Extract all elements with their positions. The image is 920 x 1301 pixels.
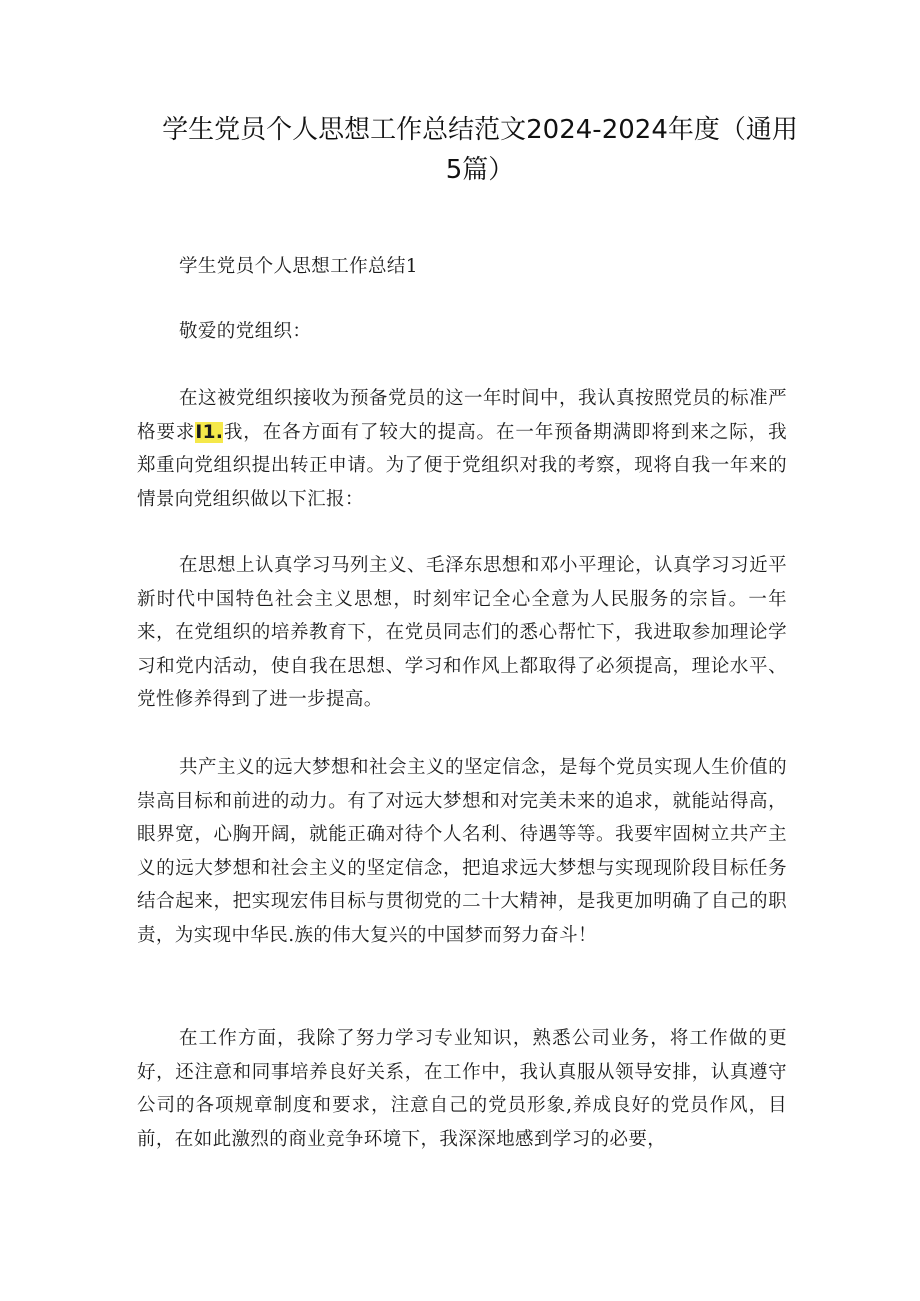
paragraph-1-text-after: 我，在各方面有了较大的提高。在一年预备期满即将到来之际，我郑重向党组织提出转正申请。为了便于党组织对我的考察，现将自我一年来的情景向党组织做以下汇报：	[137, 421, 788, 510]
paragraph-1	[137, 382, 787, 516]
paragraph-2: 在思想上认真学习马列主义、毛泽东思想和邓小平理论，认真学习习近平新时代中国特色社会主义思想，时刻牢记全心全意为人民服务的宗旨。一年来，在党组织的培养教育下，在党员同志们的悉心帮忙下，我进取参加理论学习和党内活动，使自我在思想、学习和作风上都取得了必须提高，理论水平、党性修养得到了进一步提高。	[137, 555, 787, 710]
paragraph-1-text-before: 在这被党组织接收为预备党员的这一年时间中，我认真按照党员的标准严格要求	[137, 388, 787, 443]
highlighted-marker: I1.	[195, 421, 224, 443]
salutation: 敬爱的党组织：	[179, 321, 312, 342]
paragraph-3: 共产主义的远大梦想和社会主义的坚定信念，是每个党员实现人生价值的崇高目标和前进的动力。有了对远大梦想和对完美未来的追求，就能站得高，眼界宽，心胸开阔，就能正确对待个人名利、待遇等等。我要牢固树立共产主义的远大梦想和社会主义的坚定信念，把追求远大梦想与实现现阶段目标任务结合起来，把实现宏伟目标与贯彻党的二十大精神，是我更加明确了自己的职责，为实现中华民.族的伟大复兴的中国梦而努力奋斗！	[137, 757, 787, 946]
document-title: 学生党员个人思想工作总结范文2024-2024年度（通用5篇）	[162, 115, 798, 185]
paragraph-4: 在工作方面，我除了努力学习专业知识，熟悉公司业务，将工作做的更好，还注意和同事培养良好关系，在工作中，我认真服从领导安排，认真遵守公司的各项规章制度和要求，注意自己的党员形象,养成良好的党员作风，目前，在如此激烈的商业竞争环境下，我深深地感到学习的必要，	[137, 1028, 787, 1150]
section-heading: 学生党员个人思想工作总结1	[179, 256, 418, 277]
